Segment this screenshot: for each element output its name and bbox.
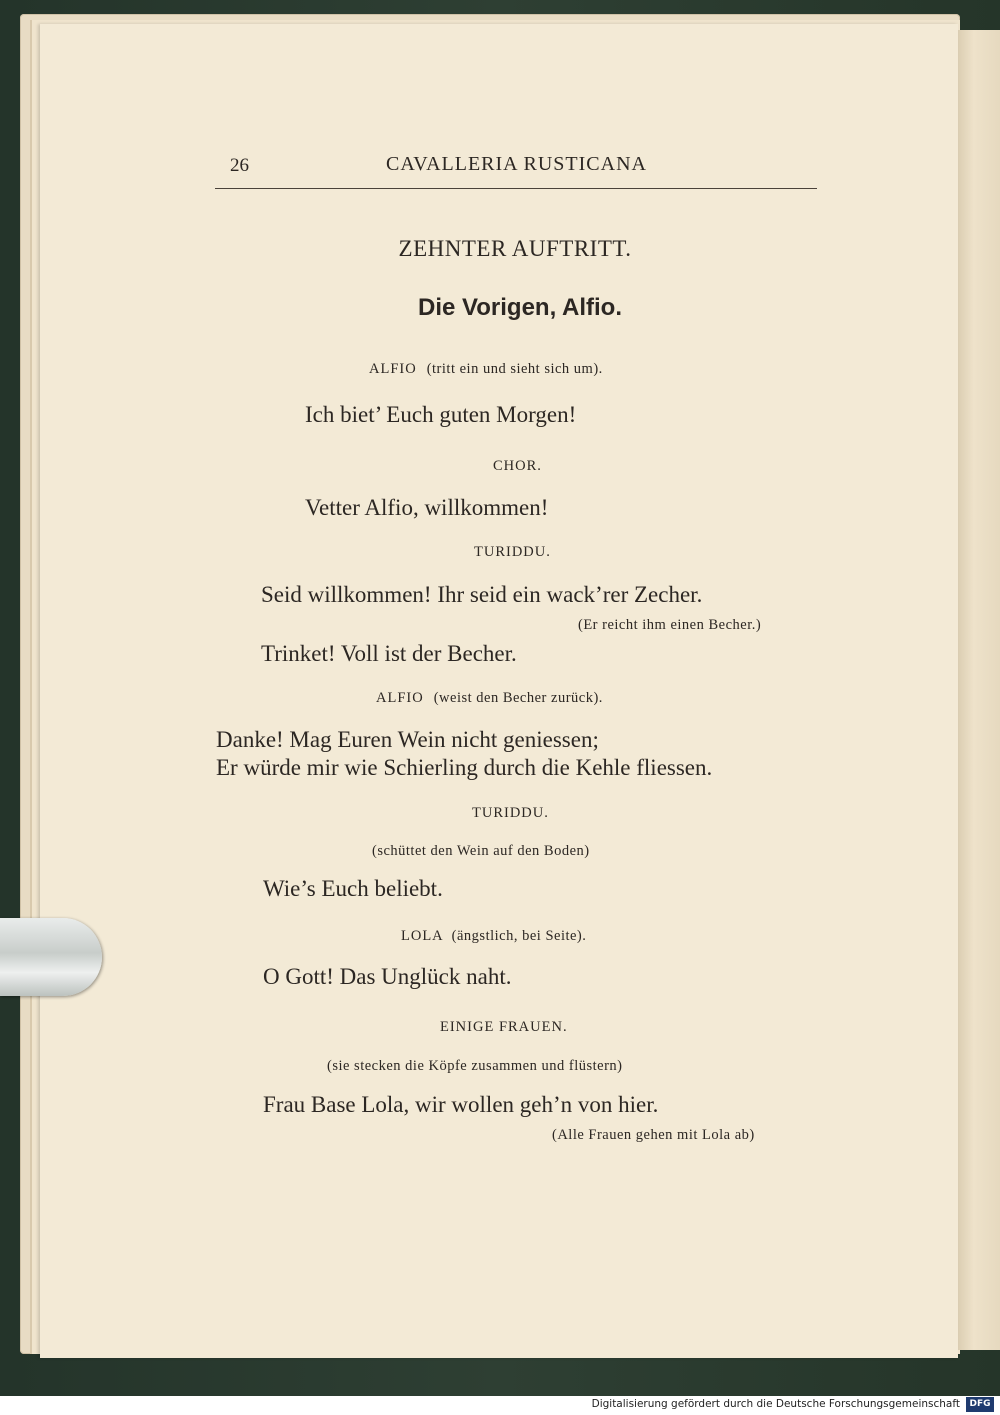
header-rule bbox=[215, 188, 817, 189]
dialogue-line: Trinket! Voll ist der Becher. bbox=[261, 641, 517, 666]
page-clip bbox=[0, 918, 102, 996]
speaker-name: CHOR. bbox=[493, 458, 542, 474]
next-page-edge bbox=[956, 30, 1000, 1350]
stage-direction: (ängstlich, bei Seite). bbox=[451, 928, 587, 944]
stage-direction: (tritt ein und sieht sich um). bbox=[426, 361, 603, 377]
stage-direction: (schüttet den Wein auf den Boden) bbox=[372, 843, 590, 859]
speaker-name: TURIDDU. bbox=[472, 805, 549, 821]
stage-direction: (Alle Frauen gehen mit Lola ab) bbox=[552, 1127, 755, 1143]
footer-bar bbox=[0, 1396, 1000, 1415]
stage-direction: (sie stecken die Köpfe zusammen und flüstern) bbox=[327, 1058, 623, 1074]
speaker-cue bbox=[376, 689, 603, 707]
scene-heading: ZEHNTER AUFTRITT. bbox=[398, 236, 632, 261]
dialogue-line: Frau Base Lola, wir wollen geh’n von hier. bbox=[263, 1092, 659, 1117]
stage-direction: (weist den Becher zurück). bbox=[433, 690, 603, 706]
speaker-name: TURIDDU. bbox=[474, 544, 551, 560]
scene-cast: Die Vorigen, Alfio. bbox=[417, 294, 623, 321]
speaker-name: LOLA bbox=[401, 928, 444, 944]
dfg-logo: DFG bbox=[966, 1397, 994, 1412]
dialogue-line: Vetter Alfio, willkommen! bbox=[305, 495, 549, 520]
speaker-cue bbox=[401, 927, 586, 945]
dialogue-line: Seid willkommen! Ihr seid ein wack’rer Zecher. bbox=[261, 582, 703, 607]
speaker-name: EINIGE FRAUEN. bbox=[440, 1019, 568, 1035]
dialogue-line: Ich biet’ Euch guten Morgen! bbox=[305, 402, 577, 427]
stage-direction: (Er reicht ihm einen Becher.) bbox=[578, 617, 762, 633]
page-number: 26 bbox=[230, 155, 249, 176]
dialogue-line: Er würde mir wie Schierling durch die Kehle fliessen. bbox=[216, 755, 713, 780]
funding-credit: Digitalisierung gefördert durch die Deutsche Forschungsgemeinschaft bbox=[591, 1398, 960, 1410]
speaker-name: ALFIO bbox=[376, 690, 424, 706]
running-title: CAVALLERIA RUSTICANA bbox=[386, 153, 647, 175]
speaker-cue bbox=[369, 360, 603, 378]
dialogue-line: O Gott! Das Unglück naht. bbox=[263, 964, 512, 989]
speaker-name: ALFIO bbox=[369, 361, 417, 377]
dialogue-line: Danke! Mag Euren Wein nicht geniessen; bbox=[216, 727, 599, 752]
dialogue-line: Wie’s Euch beliebt. bbox=[263, 876, 443, 901]
